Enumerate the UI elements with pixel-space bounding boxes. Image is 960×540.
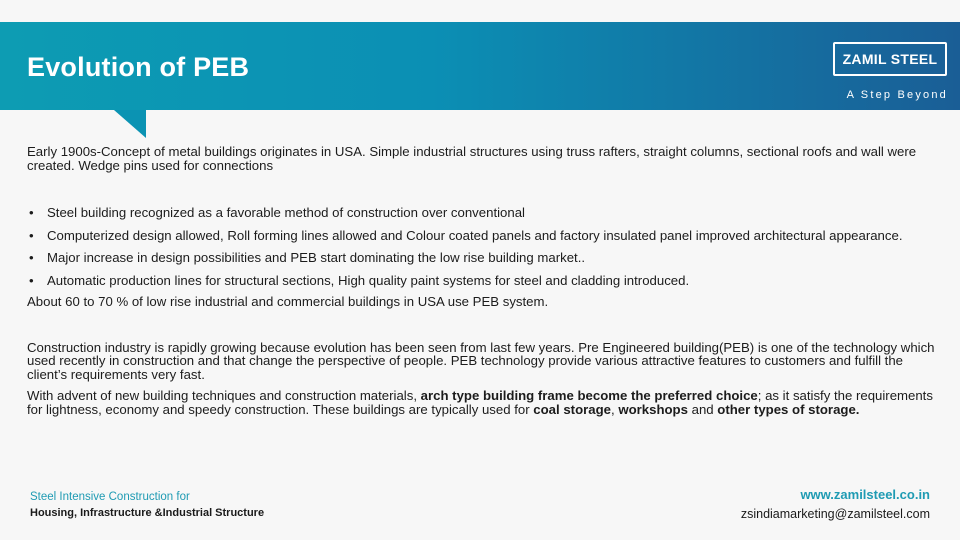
footer-tagline-line1: Steel Intensive Construction for: [30, 491, 190, 503]
slide-title: Evolution of PEB: [27, 52, 250, 82]
email-link[interactable]: zsindiamarketing@zamilsteel.com: [740, 507, 930, 521]
intro-paragraph: Early 1900s-Concept of metal buildings originates in USA. Simple industrial structures using truss rafters, straight columns, sectional roofs and wall were created. Wedge pins used for connections: [27, 144, 917, 173]
footer-contact: [741, 487, 930, 521]
growth-paragraph: Construction industry is rapidly growing because evolution has been seen from last few years. Pre Engineered building(PEB) is one of the technology which used recently in construction and that change the perspective of people. PEB technology provide various attractive features to customers and fulfill the client’s requirements very fast.: [27, 339, 935, 382]
list-item: • Automatic production lines for structural sections, High quality paint systems for steel and cladding introduced.: [29, 272, 690, 288]
bullet-dot: •: [29, 272, 34, 288]
logo-text: ZAMIL STEEL: [842, 51, 938, 67]
banner-notch: [114, 110, 146, 138]
list-item: • Major increase in design possibilities and PEB start dominating the low rise building market..: [29, 250, 586, 265]
list-item: • Computerized design allowed, Roll forming lines allowed and Colour coated panels and factory insulated panel improved architectural appearance.: [29, 227, 903, 243]
zamil-steel-logo: [833, 42, 947, 76]
bullet-dot: •: [29, 205, 34, 220]
footer-tagline: [30, 491, 330, 519]
website-link[interactable]: www.zamilsteel.co.in: [800, 487, 930, 502]
bullet-dot: •: [29, 227, 34, 243]
footer-tagline-line2: Housing, Infrastructure &Industrial Structure: [30, 507, 265, 519]
advent-paragraph: With advent of new building techniques and construction materials, arch type building frame become the preferred choice; as it satisfy the requirements for lightness, economy and speedy construction. These buildings are typically used for coal storage, workshops and other types of storage.: [27, 388, 933, 417]
usa-stat-paragraph: About 60 to 70 % of low rise industrial and commercial buildings in USA use PEB system.: [27, 294, 549, 309]
bullet-list: [27, 206, 937, 287]
bullet-dot: •: [29, 250, 34, 265]
logo-tagline: A Step Beyond: [846, 89, 948, 101]
list-item: • Steel building recognized as a favorable method of construction over conventional: [29, 205, 525, 220]
slide-body: [27, 145, 937, 416]
